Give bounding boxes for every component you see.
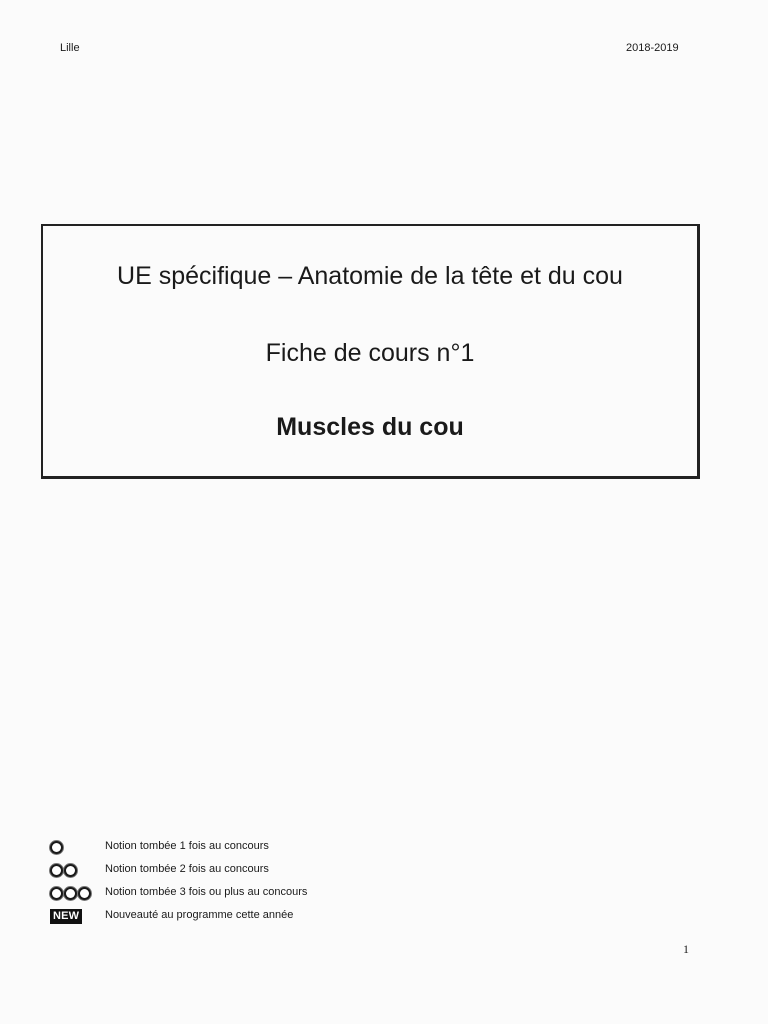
legend-text: Nouveauté au programme cette année (105, 909, 294, 921)
course-unit-title: UE spécifique – Anatomie de la tête et du cou (117, 262, 623, 290)
legend-text: Notion tombée 2 fois au concours (105, 863, 269, 875)
header-location: Lille (60, 42, 80, 54)
legend-symbol (50, 908, 82, 924)
new-badge: NEW (50, 909, 82, 924)
legend-text: Notion tombée 1 fois au concours (105, 840, 269, 852)
page-number: 1 (683, 942, 689, 956)
legend-symbol (50, 862, 78, 878)
title-box (41, 224, 700, 479)
legend-text: Notion tombée 3 fois ou plus au concours (105, 886, 308, 898)
course-sheet-number: Fiche de cours n°1 (265, 339, 475, 367)
ring-icon (52, 843, 61, 852)
legend-symbol (50, 885, 92, 901)
ring-icon (80, 889, 89, 898)
legend-symbol (50, 839, 64, 855)
ring-icon (66, 866, 75, 875)
header-school-year: 2018-2019 (626, 42, 679, 54)
ring-icon (52, 889, 61, 898)
ring-icon (52, 866, 61, 875)
course-subject: Muscles du cou (276, 413, 464, 441)
ring-icon (66, 889, 75, 898)
